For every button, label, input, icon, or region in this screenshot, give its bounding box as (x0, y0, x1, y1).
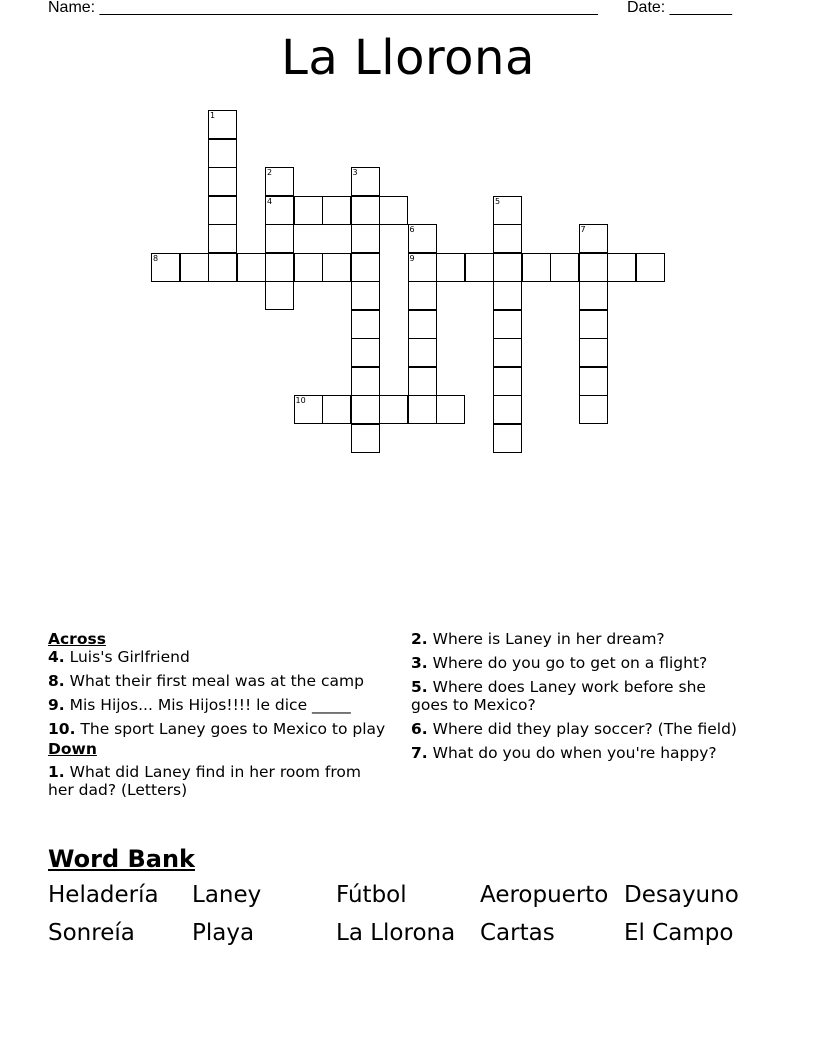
word-bank-item: Fútbol (336, 882, 407, 908)
crossword-cell[interactable] (294, 196, 323, 225)
clue-text: What did Laney find in her room from her dad? (Letters) (48, 763, 361, 799)
clue-down-2 (411, 630, 741, 648)
clue-number-label: 8 (153, 253, 159, 263)
word-bank-item: Aeropuerto (480, 882, 609, 908)
crossword-cell[interactable] (351, 338, 380, 367)
down-heading: Down (48, 740, 97, 758)
crossword-cell[interactable] (208, 196, 237, 225)
clue-text: Where does Laney work before she goes to Mexico? (411, 678, 706, 714)
clue-number-label: 5 (495, 196, 501, 206)
crossword-cell[interactable] (522, 253, 551, 282)
word-bank-item: Desayuno (624, 882, 739, 908)
crossword-cell[interactable] (493, 395, 522, 424)
crossword-cell[interactable] (493, 338, 522, 367)
clue-number-label: 2 (267, 168, 273, 177)
clue-number: 5. (411, 678, 428, 696)
word-bank-item: Playa (192, 920, 255, 946)
crossword-cell[interactable] (408, 338, 437, 367)
crossword-cell[interactable] (351, 281, 380, 310)
crossword-cell[interactable] (493, 281, 522, 310)
word-bank-item: La Llorona (336, 920, 456, 946)
word-bank-item: Sonreía (48, 920, 135, 946)
crossword-cell[interactable] (408, 224, 437, 253)
clue-text: Where do you go to get on a flight? (432, 654, 708, 672)
clue-text: What do you do when you're happy? (432, 744, 717, 762)
name-field[interactable]: Name: ________________________________________________________ (48, 0, 598, 16)
crossword-cell[interactable] (493, 224, 522, 253)
crossword-cell[interactable] (351, 367, 380, 396)
crossword-cell[interactable] (351, 224, 380, 253)
clue-across-4 (48, 648, 388, 666)
crossword-cell[interactable] (237, 253, 266, 282)
clue-number: 7. (411, 744, 428, 762)
crossword-cell[interactable] (436, 253, 465, 282)
word-bank-item: Heladería (48, 882, 159, 908)
crossword-cell[interactable] (493, 424, 522, 453)
crossword-cell[interactable] (208, 253, 237, 282)
clue-down-5 (411, 678, 741, 714)
clue-number-label: 1 (210, 111, 216, 120)
clue-down-7 (411, 744, 741, 762)
crossword-cell[interactable] (265, 224, 294, 253)
clue-number: 1. (48, 763, 65, 781)
crossword-cell[interactable] (408, 253, 437, 282)
clue-number: 3. (411, 654, 428, 672)
clue-text: Where is Laney in her dream? (432, 630, 665, 648)
crossword-cell[interactable] (322, 253, 351, 282)
word-bank-title: Word Bank (48, 845, 196, 873)
crossword-cell[interactable] (579, 310, 608, 339)
crossword-cell[interactable] (351, 196, 380, 225)
crossword-cell[interactable] (379, 196, 408, 225)
clue-across-8 (48, 672, 388, 690)
clue-across-10 (48, 720, 388, 738)
across-heading: Across (48, 630, 106, 648)
clue-text: Luis's Girlfriend (69, 648, 190, 666)
clue-text: Where did they play soccer? (The field) (432, 720, 737, 738)
crossword-cell[interactable] (351, 310, 380, 339)
crossword-cell[interactable] (493, 196, 522, 225)
clue-number-label: 10 (295, 396, 306, 405)
crossword-cell[interactable] (180, 253, 209, 282)
crossword-cell[interactable] (208, 167, 237, 196)
crossword-cell[interactable] (465, 253, 494, 282)
clue-number-label: 9 (409, 253, 415, 263)
crossword-cell[interactable] (408, 281, 437, 310)
crossword-cell[interactable] (294, 253, 323, 282)
crossword-cell[interactable] (322, 395, 351, 424)
crossword-cell[interactable] (351, 424, 380, 453)
clue-down-1 (48, 763, 388, 799)
clue-down-3 (411, 654, 741, 672)
clue-number-label: 7 (580, 225, 586, 234)
crossword-cell[interactable] (265, 253, 294, 282)
crossword-cell[interactable] (265, 167, 294, 196)
date-field[interactable]: Date: _______ (627, 0, 732, 16)
clue-number: 2. (411, 630, 428, 648)
crossword-cell[interactable] (579, 224, 608, 253)
crossword-cell[interactable] (408, 395, 437, 424)
crossword-cell[interactable] (351, 167, 380, 196)
crossword-cell[interactable] (579, 367, 608, 396)
clue-number: 4. (48, 648, 65, 666)
crossword-cell[interactable] (265, 281, 294, 310)
crossword-grid (0, 0, 816, 470)
clues-left-column (48, 630, 388, 805)
crossword-cell[interactable] (408, 310, 437, 339)
clue-text: The sport Laney goes to Mexico to play (80, 720, 386, 738)
crossword-cell[interactable] (265, 196, 294, 225)
crossword-cell[interactable] (408, 367, 437, 396)
crossword-cell[interactable] (208, 224, 237, 253)
crossword-cell[interactable] (607, 253, 636, 282)
crossword-cell[interactable] (322, 196, 351, 225)
crossword-cell[interactable] (379, 395, 408, 424)
clue-number-label: 6 (409, 225, 415, 234)
clue-number: 8. (48, 672, 65, 690)
crossword-cell[interactable] (493, 367, 522, 396)
word-bank-item: El Campo (624, 920, 734, 946)
clue-number: 9. (48, 696, 65, 714)
clue-down-6 (411, 720, 741, 738)
crossword-cell[interactable] (550, 253, 579, 282)
crossword-cell[interactable] (436, 395, 465, 424)
crossword-cell[interactable] (493, 253, 522, 282)
crossword-cell[interactable] (579, 253, 608, 282)
word-bank-item: Laney (192, 882, 262, 908)
clue-number-label: 4 (267, 196, 273, 206)
crossword-cell[interactable] (351, 253, 380, 282)
crossword-cell[interactable] (351, 395, 380, 424)
clue-number: 6. (411, 720, 428, 738)
crossword-cell[interactable] (493, 310, 522, 339)
crossword-cell[interactable] (579, 395, 608, 424)
crossword-cell[interactable] (579, 338, 608, 367)
clues-right-column (411, 630, 741, 768)
crossword-cell[interactable] (636, 253, 665, 282)
page-title: La Llorona (281, 30, 535, 86)
crossword-cell[interactable] (208, 110, 237, 139)
crossword-cell[interactable] (208, 139, 237, 168)
crossword-cell[interactable] (151, 253, 180, 282)
crossword-cell[interactable] (294, 395, 323, 424)
word-bank-item: Cartas (480, 920, 555, 946)
clue-text: Mis Hijos... Mis Hijos!!!! le dice _____ (69, 696, 351, 714)
clue-number: 10. (48, 720, 76, 738)
clue-across-9 (48, 696, 388, 714)
crossword-cell[interactable] (579, 281, 608, 310)
clue-text: What their first meal was at the camp (69, 672, 364, 690)
clue-number-label: 3 (352, 168, 358, 177)
